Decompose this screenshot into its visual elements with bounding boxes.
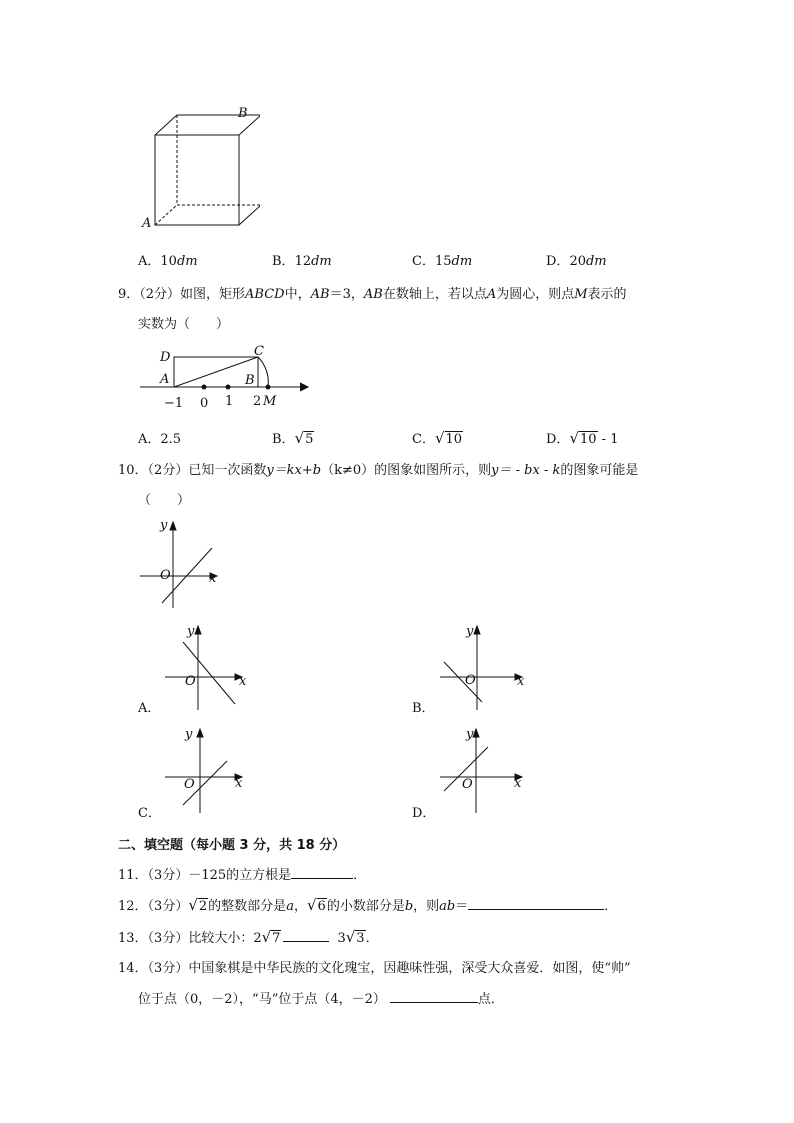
q13-stem: 13．（3分）比较大小：2√7 3√3． xyxy=(118,928,379,946)
q10-option-d[interactable]: D． xyxy=(412,806,436,821)
q10-graph-d xyxy=(440,725,530,815)
nl-tick-0: 0 xyxy=(200,396,209,411)
cuboid-label-b: B xyxy=(238,106,248,121)
q10-c-x: x xyxy=(235,776,243,791)
nl-label-a: A xyxy=(160,372,170,387)
q10-c-y: y xyxy=(185,727,193,742)
q12-answer-blank[interactable] xyxy=(468,897,604,910)
q10-graph-c xyxy=(165,725,250,815)
q10-c-o: O xyxy=(184,777,195,792)
nl-label-b: B xyxy=(245,373,255,388)
q10-d-x: x xyxy=(514,776,522,791)
q11-stem: 11．（3分）－125的立方根是 ． xyxy=(118,868,367,883)
q9-option-c[interactable]: C．√10 xyxy=(412,429,463,447)
q10-b-o: O xyxy=(465,673,476,688)
q11-answer-blank[interactable] xyxy=(291,866,353,879)
q9-option-b[interactable]: B．√5 xyxy=(272,429,314,447)
nl-label-d: D xyxy=(160,350,171,365)
q10-stem-line2: （ ） xyxy=(138,493,191,508)
q10-given-o: O xyxy=(160,568,171,583)
q10-given-y: y xyxy=(160,518,168,533)
q14-stem-line2: 位于点（0，－2），“马”位于点（4，－2） 点． xyxy=(138,992,504,1007)
nl-label-c: C xyxy=(254,344,264,359)
q8-option-c[interactable]: C．15dm xyxy=(412,254,473,269)
q12-stem: 12．（3分）√2的整数部分是a，√6的小数部分是b，则ab＝ ． xyxy=(118,896,618,914)
nl-label-m: M xyxy=(263,394,277,409)
nl-tick-1: 1 xyxy=(225,394,234,409)
q10-b-y: y xyxy=(466,624,474,639)
q8-option-d[interactable]: D．20dm xyxy=(546,254,607,269)
q9-option-a[interactable]: A．2.5 xyxy=(138,432,182,447)
q10-given-graph xyxy=(140,518,225,608)
q10-a-o: O xyxy=(185,674,196,689)
q10-graph-a xyxy=(165,622,250,712)
q10-a-x: x xyxy=(239,674,247,689)
q9-stem: 9．（2分）如图，矩形ABCD中，AB＝3，AB在数轴上，若以点A为圆心，则点M表示的 xyxy=(118,287,627,302)
nl-tick-neg1: −1 xyxy=(164,396,184,411)
q10-a-y: y xyxy=(187,624,195,639)
q13-answer-blank[interactable] xyxy=(283,929,329,942)
nl-tick-2: 2 xyxy=(253,394,262,409)
q9-stem-line2: 实数为（ ） xyxy=(138,317,230,332)
q8-option-a[interactable]: A．10dm xyxy=(138,254,198,269)
cuboid-label-a: A xyxy=(142,216,152,231)
q14-answer-blank[interactable] xyxy=(390,990,478,1003)
q10-option-c[interactable]: C． xyxy=(138,806,161,821)
q10-graph-b xyxy=(440,622,530,712)
q10-d-o: O xyxy=(462,777,473,792)
q10-given-x: x xyxy=(209,571,217,586)
section-fill-in-title: 二、填空题（每小题 3 分，共 18 分） xyxy=(118,838,346,853)
q10-option-b[interactable]: B． xyxy=(412,701,435,716)
q9-option-d[interactable]: D．√10 - 1 xyxy=(546,429,619,447)
q10-d-y: y xyxy=(466,727,474,742)
q10-b-x: x xyxy=(517,674,525,689)
q10-stem: 10．（2分）已知一次函数y＝kx+b（k≠0）的图象如图所示，则y＝ - bx - k的图象可能是 xyxy=(118,463,639,478)
q8-option-b[interactable]: B．12dm xyxy=(272,254,332,269)
q10-option-a[interactable]: A． xyxy=(138,701,161,716)
q14-stem: 14．（3分）中国象棋是中华民族的文化瑰宝，因趣味性强，深受大众喜爱．如图，使“帅” xyxy=(118,961,631,976)
